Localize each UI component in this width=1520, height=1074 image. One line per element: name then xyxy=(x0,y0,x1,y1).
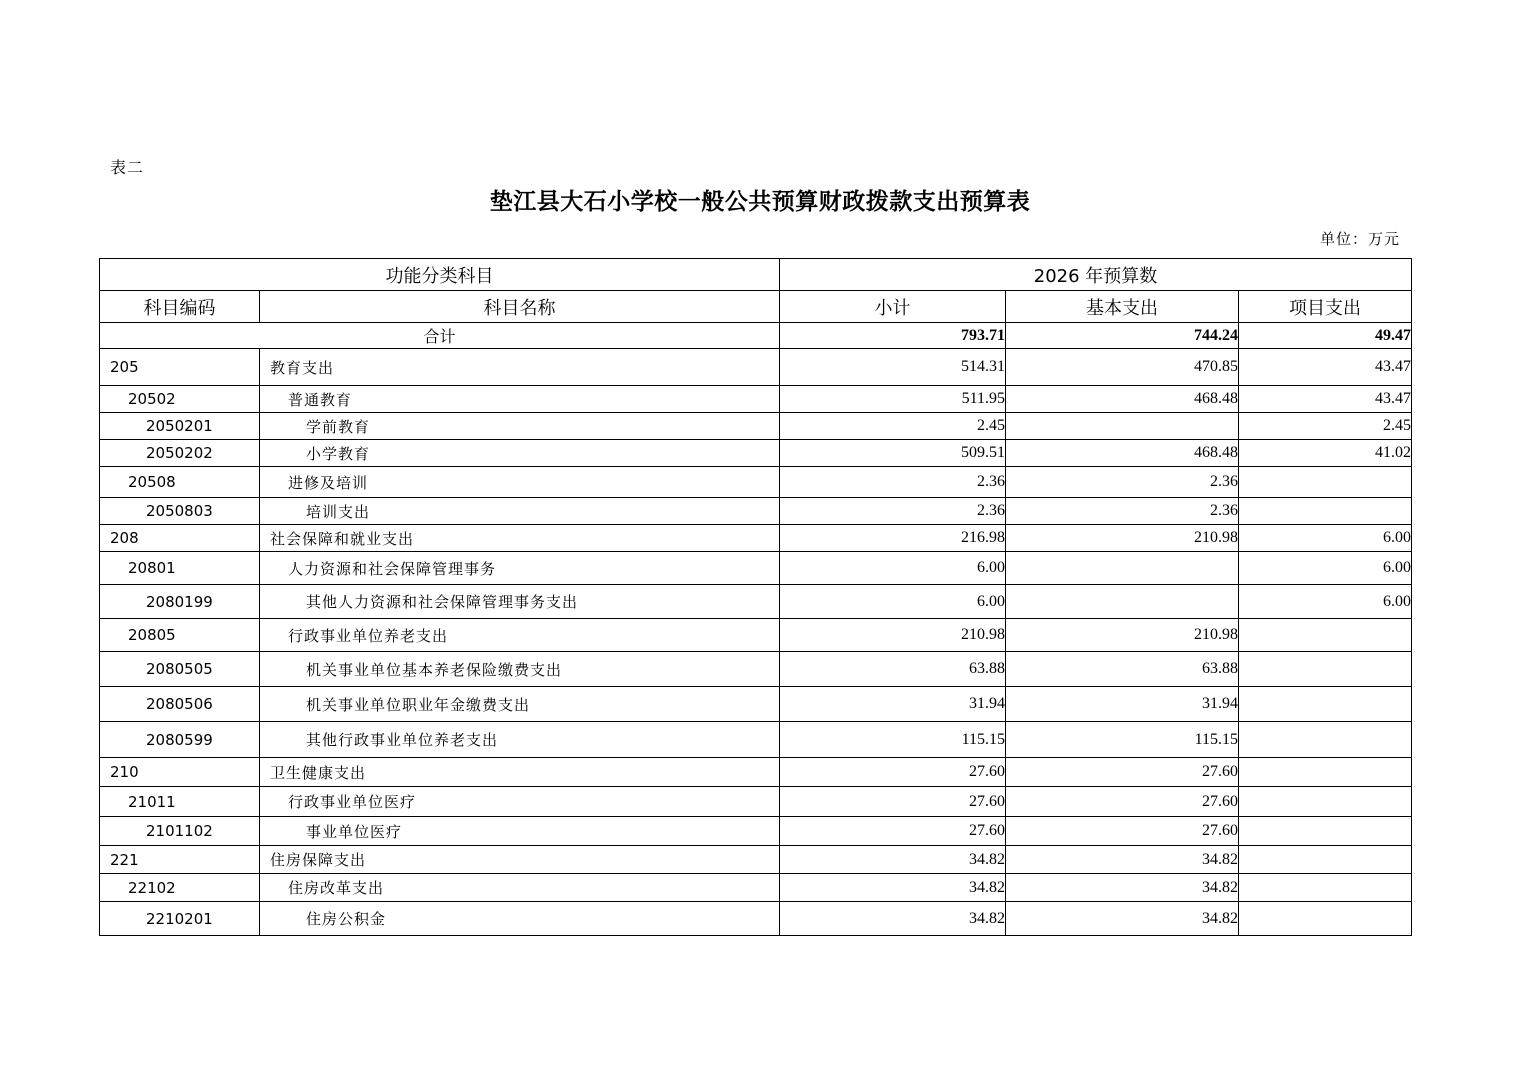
header-subtotal: 小计 xyxy=(780,291,1006,323)
subtotal-cell: 27.60 xyxy=(780,817,1006,846)
table-row xyxy=(100,722,1412,758)
project-cell: 43.47 xyxy=(1239,349,1412,386)
table-row xyxy=(100,525,1412,552)
table-row xyxy=(100,413,1412,440)
subtotal-cell: 31.94 xyxy=(780,687,1006,722)
table-row xyxy=(100,467,1412,498)
name-cell: 住房公积金 xyxy=(260,902,780,936)
name-cell: 住房保障支出 xyxy=(260,846,780,874)
table-row xyxy=(100,619,1412,652)
table-row xyxy=(100,874,1412,902)
header-basic-expenditure: 基本支出 xyxy=(1006,291,1239,323)
code-cell: 221 xyxy=(100,846,260,874)
subtotal-cell: 115.15 xyxy=(780,722,1006,758)
name-cell: 进修及培训 xyxy=(260,467,780,498)
project-cell xyxy=(1239,722,1412,758)
project-cell xyxy=(1239,652,1412,687)
budget-table xyxy=(99,258,1412,936)
name-cell: 机关事业单位职业年金缴费支出 xyxy=(260,687,780,722)
table-row xyxy=(100,687,1412,722)
subtotal-cell: 511.95 xyxy=(780,386,1006,413)
project-cell xyxy=(1239,498,1412,525)
code-cell: 22102 xyxy=(100,874,260,902)
code-cell: 2210201 xyxy=(100,902,260,936)
name-cell: 住房改革支出 xyxy=(260,874,780,902)
basic-cell: 468.48 xyxy=(1006,386,1239,413)
project-cell: 2.45 xyxy=(1239,413,1412,440)
name-cell: 其他行政事业单位养老支出 xyxy=(260,722,780,758)
name-cell: 学前教育 xyxy=(260,413,780,440)
total-project: 49.47 xyxy=(1239,323,1412,349)
subtotal-cell: 27.60 xyxy=(780,758,1006,787)
code-cell: 21011 xyxy=(100,787,260,817)
code-cell: 20805 xyxy=(100,619,260,652)
header-functional-classification: 功能分类科目 xyxy=(100,259,780,291)
name-cell: 其他人力资源和社会保障管理事务支出 xyxy=(260,585,780,619)
code-cell: 2050201 xyxy=(100,413,260,440)
basic-cell: 210.98 xyxy=(1006,525,1239,552)
subtotal-cell: 6.00 xyxy=(780,585,1006,619)
basic-cell: 27.60 xyxy=(1006,787,1239,817)
basic-cell xyxy=(1006,413,1239,440)
name-cell: 行政事业单位医疗 xyxy=(260,787,780,817)
subtotal-cell: 509.51 xyxy=(780,440,1006,467)
table-row xyxy=(100,552,1412,585)
name-cell: 小学教育 xyxy=(260,440,780,467)
table-row xyxy=(100,758,1412,787)
table-row xyxy=(100,349,1412,386)
code-cell: 2050202 xyxy=(100,440,260,467)
project-cell: 41.02 xyxy=(1239,440,1412,467)
table-row xyxy=(100,846,1412,874)
code-cell: 2080599 xyxy=(100,722,260,758)
table-row xyxy=(100,386,1412,413)
project-cell xyxy=(1239,787,1412,817)
basic-cell: 2.36 xyxy=(1006,498,1239,525)
subtotal-cell: 27.60 xyxy=(780,787,1006,817)
table-row xyxy=(100,817,1412,846)
header-project-expenditure: 项目支出 xyxy=(1239,291,1412,323)
basic-cell: 31.94 xyxy=(1006,687,1239,722)
subtotal-cell: 2.45 xyxy=(780,413,1006,440)
subtotal-cell: 2.36 xyxy=(780,498,1006,525)
table-row xyxy=(100,440,1412,467)
basic-cell: 2.36 xyxy=(1006,467,1239,498)
code-cell: 20801 xyxy=(100,552,260,585)
name-cell: 机关事业单位基本养老保险缴费支出 xyxy=(260,652,780,687)
basic-cell xyxy=(1006,585,1239,619)
total-subtotal: 793.71 xyxy=(780,323,1006,349)
table-row xyxy=(100,902,1412,936)
project-cell: 6.00 xyxy=(1239,585,1412,619)
project-cell xyxy=(1239,846,1412,874)
subtotal-cell: 63.88 xyxy=(780,652,1006,687)
name-cell: 卫生健康支出 xyxy=(260,758,780,787)
table-row xyxy=(100,652,1412,687)
name-cell: 人力资源和社会保障管理事务 xyxy=(260,552,780,585)
subtotal-cell: 210.98 xyxy=(780,619,1006,652)
basic-cell: 27.60 xyxy=(1006,758,1239,787)
project-cell xyxy=(1239,817,1412,846)
project-cell: 43.47 xyxy=(1239,386,1412,413)
project-cell xyxy=(1239,902,1412,936)
total-label: 合计 xyxy=(100,323,780,349)
table-number-label: 表二 xyxy=(110,158,145,177)
header-name: 科目名称 xyxy=(260,291,780,323)
basic-cell: 210.98 xyxy=(1006,619,1239,652)
subtotal-cell: 216.98 xyxy=(780,525,1006,552)
name-cell: 行政事业单位养老支出 xyxy=(260,619,780,652)
subtotal-cell: 34.82 xyxy=(780,902,1006,936)
name-cell: 教育支出 xyxy=(260,349,780,386)
project-cell xyxy=(1239,687,1412,722)
code-cell: 2050803 xyxy=(100,498,260,525)
subtotal-cell: 6.00 xyxy=(780,552,1006,585)
subtotal-cell: 34.82 xyxy=(780,846,1006,874)
code-cell: 2101102 xyxy=(100,817,260,846)
table-row xyxy=(100,498,1412,525)
subtotal-cell: 34.82 xyxy=(780,874,1006,902)
basic-cell xyxy=(1006,552,1239,585)
code-cell: 205 xyxy=(100,349,260,386)
basic-cell: 63.88 xyxy=(1006,652,1239,687)
subtotal-cell: 2.36 xyxy=(780,467,1006,498)
unit-note: 单位：万元 xyxy=(1319,230,1400,248)
project-cell xyxy=(1239,758,1412,787)
project-cell xyxy=(1239,874,1412,902)
basic-cell: 27.60 xyxy=(1006,817,1239,846)
name-cell: 事业单位医疗 xyxy=(260,817,780,846)
code-cell: 2080506 xyxy=(100,687,260,722)
document-title: 垫江县大石小学校一般公共预算财政拨款支出预算表 xyxy=(489,188,1031,215)
basic-cell: 115.15 xyxy=(1006,722,1239,758)
project-cell xyxy=(1239,619,1412,652)
project-cell: 6.00 xyxy=(1239,525,1412,552)
basic-cell: 470.85 xyxy=(1006,349,1239,386)
total-row xyxy=(100,323,1412,349)
total-basic: 744.24 xyxy=(1006,323,1239,349)
basic-cell: 34.82 xyxy=(1006,846,1239,874)
basic-cell: 468.48 xyxy=(1006,440,1239,467)
project-cell: 6.00 xyxy=(1239,552,1412,585)
project-cell xyxy=(1239,467,1412,498)
code-cell: 2080199 xyxy=(100,585,260,619)
basic-cell: 34.82 xyxy=(1006,874,1239,902)
header-budget-year: 2026 年预算数 xyxy=(780,259,1412,291)
name-cell: 普通教育 xyxy=(260,386,780,413)
name-cell: 社会保障和就业支出 xyxy=(260,525,780,552)
code-cell: 208 xyxy=(100,525,260,552)
code-cell: 20508 xyxy=(100,467,260,498)
table-row xyxy=(100,585,1412,619)
name-cell: 培训支出 xyxy=(260,498,780,525)
code-cell: 210 xyxy=(100,758,260,787)
table-body xyxy=(100,323,1412,936)
subtotal-cell: 514.31 xyxy=(780,349,1006,386)
header-code: 科目编码 xyxy=(100,291,260,323)
table-row xyxy=(100,787,1412,817)
basic-cell: 34.82 xyxy=(1006,902,1239,936)
code-cell: 2080505 xyxy=(100,652,260,687)
code-cell: 20502 xyxy=(100,386,260,413)
